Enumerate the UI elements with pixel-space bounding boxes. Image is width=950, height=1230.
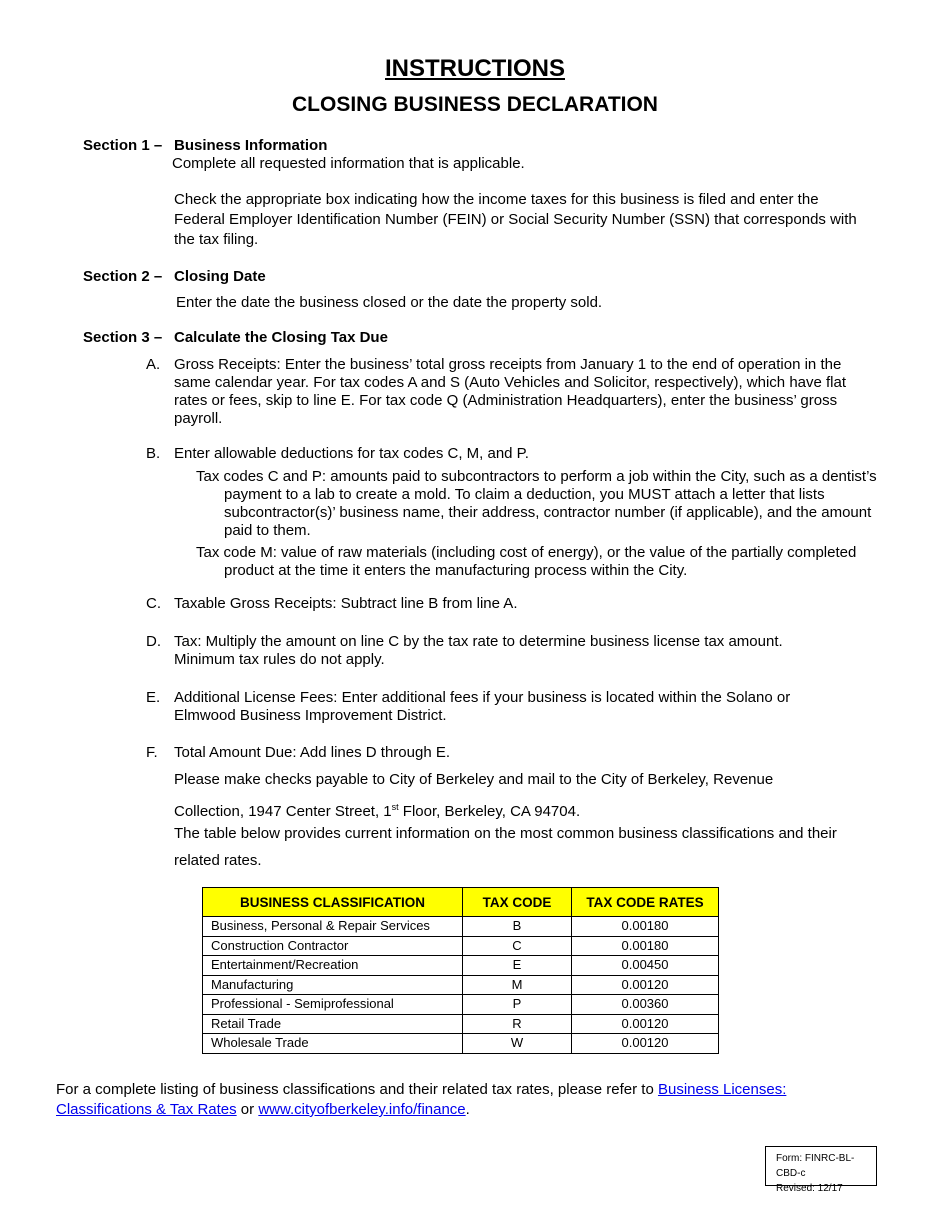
tax-code-cell: M <box>463 975 572 995</box>
footer-reference <box>56 1080 876 1120</box>
tax-code-cell: B <box>463 917 572 937</box>
item-text-f: Total Amount Due: Add lines D through E. <box>174 744 450 761</box>
table-row <box>203 995 719 1015</box>
item-letter-b: B. <box>146 445 161 462</box>
form-revised-date: Revised: 12/17 <box>776 1183 843 1194</box>
classification-cell: Manufacturing <box>203 975 463 995</box>
tax-code-cell: W <box>463 1034 572 1054</box>
mail-instructions-line-2 <box>174 797 894 822</box>
mail-instructions-line-1: Please make checks payable to City of Berkeley and mail to the City of Berkeley, Revenue <box>174 771 774 788</box>
item-text-e: Additional License Fees: Enter additional fees if your business is located within the Solano or Elmwood Business Improvement District. <box>174 689 791 724</box>
table-intro-line-1: The table below provides current information on the most common business classifications and their <box>174 825 837 842</box>
rate-cell: 0.00120 <box>572 1034 719 1054</box>
section-1-title: Business Information <box>174 137 328 154</box>
item-text-c: Taxable Gross Receipts: Subtract line B from line A. <box>174 595 518 612</box>
table-row <box>203 917 719 937</box>
rate-cell: 0.00450 <box>572 956 719 976</box>
section-1-label: Section 1 – <box>83 137 163 154</box>
header-tax-code-rates: TAX CODE RATES <box>572 888 719 917</box>
classification-cell: Business, Personal & Repair Services <box>203 917 463 937</box>
item-text-a: Gross Receipts: Enter the business’ total gross receipts from January 1 to the end of operation in the same calendar year. For tax codes A and S (Auto Vehicles and Solicitor, respectively), which have flat rates or fees, skip to line E. For tax code Q (Administration Headquarters), enter the business’ gross payroll. <box>174 356 847 427</box>
item-text-b: Enter allowable deductions for tax codes C, M, and P. <box>174 445 529 462</box>
rate-cell: 0.00120 <box>572 975 719 995</box>
item-letter-d: D. <box>146 633 161 650</box>
form-id: Form: FINRC-BL-CBD-c <box>776 1153 855 1179</box>
item-text-d: Tax: Multiply the amount on line C by the tax rate to determine business license tax amount. Minimum tax rules do not apply. <box>174 633 783 668</box>
section-2-paragraph: Enter the date the business closed or the date the property sold. <box>176 294 603 311</box>
footer-text-start: For a complete listing of business classifications and their related tax rates, please refer to <box>56 1081 658 1098</box>
rate-cell: 0.00180 <box>572 936 719 956</box>
item-letter-c: C. <box>146 595 161 612</box>
classifications-tax-rates-link[interactable]: Business Licenses: Classifications & Tax Rates <box>56 1081 787 1118</box>
rate-cell: 0.00180 <box>572 917 719 937</box>
header-tax-code: TAX CODE <box>463 888 572 917</box>
table-header-row <box>203 888 719 917</box>
header-business-classification: BUSINESS CLASSIFICATION <box>203 888 463 917</box>
tax-code-cell: C <box>463 936 572 956</box>
section-2-title: Closing Date <box>174 268 266 285</box>
section-1-paragraph-1: Complete all requested information that is applicable. <box>172 155 525 172</box>
table-row <box>203 956 719 976</box>
classification-cell: Wholesale Trade <box>203 1034 463 1054</box>
page-subtitle: CLOSING BUSINESS DECLARATION <box>292 93 658 116</box>
tax-rates-table <box>202 887 719 1054</box>
table-row <box>203 936 719 956</box>
item-letter-f: F. <box>146 744 158 761</box>
classification-cell: Construction Contractor <box>203 936 463 956</box>
table-row <box>203 1014 719 1034</box>
classification-cell: Professional - Semiprofessional <box>203 995 463 1015</box>
rate-cell: 0.00360 <box>572 995 719 1015</box>
page-title: INSTRUCTIONS <box>385 55 565 82</box>
footer-text-or: or <box>236 1101 259 1118</box>
classification-cell: Entertainment/Recreation <box>203 956 463 976</box>
tax-code-cell: R <box>463 1014 572 1034</box>
footer-text-end: . <box>465 1101 470 1118</box>
rate-cell: 0.00120 <box>572 1014 719 1034</box>
floor-ordinal: st <box>391 802 399 812</box>
item-b-subitem-cp: Tax codes C and P: amounts paid to subcontractors to perform a job within the City, such as a dentist’s payment to a lab to create a mold. To claim a deduction, you MUST attach a letter that lists subcontractor(s)’ business name, their address, contractor number (if applicable), and the amount paid to them. <box>196 468 877 539</box>
item-letter-e: E. <box>146 689 161 706</box>
table-row <box>203 1034 719 1054</box>
section-1-paragraph-2: Check the appropriate box indicating how the income taxes for this business is filed and enter the Federal Employer Identification Number (FEIN) or Social Security Number (SSN) that corresponds with the tax filing. <box>174 191 857 248</box>
tax-code-cell: P <box>463 995 572 1015</box>
mail-address-end: Floor, Berkeley, CA 94704. <box>398 803 581 820</box>
tax-code-cell: E <box>463 956 572 976</box>
form-id-box <box>765 1146 877 1194</box>
table-row <box>203 975 719 995</box>
section-3-label: Section 3 – <box>83 329 163 346</box>
section-2-label: Section 2 – <box>83 268 163 285</box>
section-3-title: Calculate the Closing Tax Due <box>174 329 388 346</box>
finance-website-link[interactable]: www.cityofberkeley.info/finance <box>258 1101 466 1118</box>
classification-cell: Retail Trade <box>203 1014 463 1034</box>
item-b-subitem-m: Tax code M: value of raw materials (including cost of energy), or the value of the partially completed product at the time it enters the manufacturing process within the City. <box>196 544 857 579</box>
item-letter-a: A. <box>146 356 161 373</box>
mail-address-start: Collection, 1947 Center Street, 1 <box>174 803 392 820</box>
table-intro-line-2: related rates. <box>174 852 262 869</box>
